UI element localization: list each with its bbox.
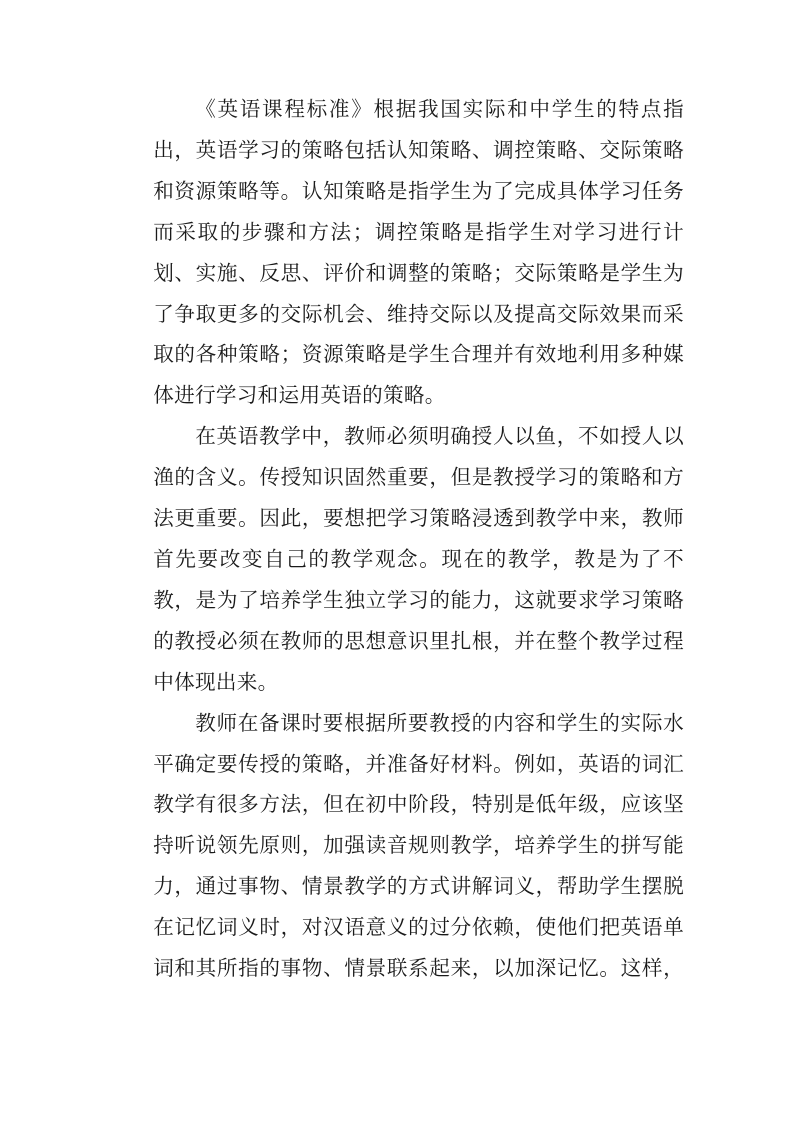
text-line: 中体现出来。 [153,669,279,694]
text-line: 而采取的步骤和方法；调控策略是指学生对学习进行计 [153,219,684,244]
text-line: 了争取更多的交际机会、维持交际以及提高交际效果而采 [153,301,684,326]
text-line: 渔的含义。传授知识固然重要，但是教授学习的策略和方 [153,465,684,490]
text-line: 的教授必须在教师的思想意识里扎根，并在整个教学过程 [153,628,684,653]
text-line: 平确定要传授的策略，并准备好材料。例如，英语的词汇 [153,751,684,776]
text-line: 在记忆词义时，对汉语意义的过分依赖，使他们把英语单 [153,915,684,940]
text-line: 在英语教学中，教师必须明确授人以鱼，不如授人以 [195,424,684,449]
text-line: 词和其所指的事物、情景联系起来，以加深记忆。这样， [153,956,684,981]
paragraph-1 [112,89,684,416]
paragraph-3 [112,703,684,989]
text-line: 和资源策略等。认知策略是指学生为了完成具体学习任务 [153,178,684,203]
text-line: 划、实施、反思、评价和调整的策略；交际策略是学生为 [153,260,684,285]
text-line: 体进行学习和运用英语的策略。 [153,383,446,408]
paragraph-2 [112,416,684,702]
document-body [112,89,684,989]
text-line: 取的各种策略；资源策略是学生合理并有效地利用多种媒 [153,342,684,367]
text-line: 法更重要。因此，要想把学习策略浸透到教学中来，教师 [153,506,684,531]
text-line: 力，通过事物、情景教学的方式讲解词义，帮助学生摆脱 [153,874,684,899]
text-line: 教，是为了培养学生独立学习的能力，这就要求学习策略 [153,587,684,612]
text-line: 《英语课程标准》根据我国实际和中学生的特点指 [195,97,684,121]
text-line: 教学有很多方法，但在初中阶段，特别是低年级，应该坚 [153,792,684,817]
text-line: 首先要改变自己的教学观念。现在的教学，教是为了不 [153,546,684,571]
text-line: 教师在备课时要根据所要教授的内容和学生的实际水 [195,710,684,735]
text-line: 出，英语学习的策略包括认知策略、调控策略、交际策略 [153,137,684,162]
text-line: 持听说领先原则，加强读音规则教学，培养学生的拼写能 [153,833,684,858]
